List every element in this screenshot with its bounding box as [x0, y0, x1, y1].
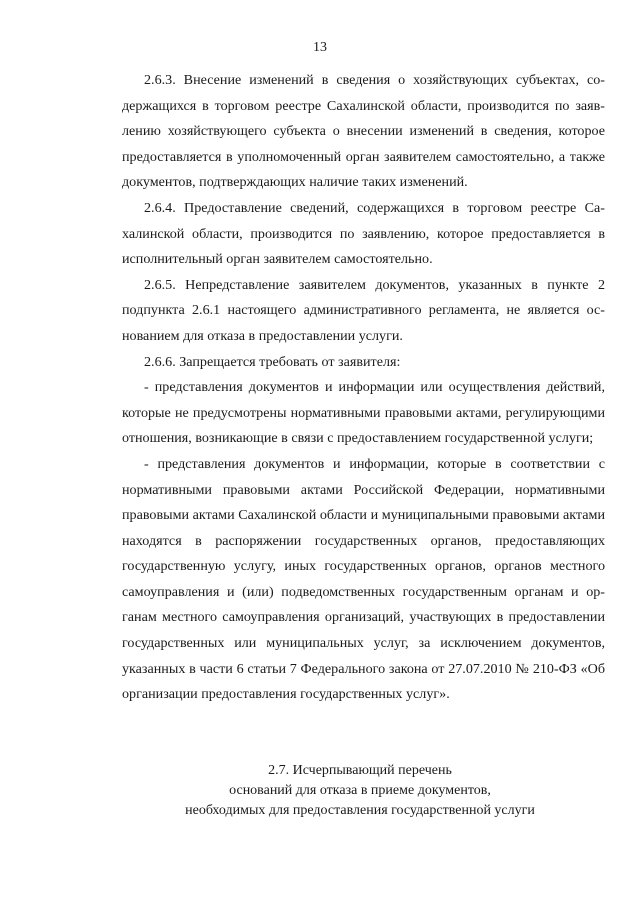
- heading-line: необходимых для предоставления государственной услуги: [185, 803, 535, 818]
- list-item-documents: - представления документов и информации, которые в соответствии с нормативными правовыми актами Российской Федерации, нормативными правовыми актами Сахалинской области и муниципальными правовыми актами находятся в распоряжении государственных органов, предоставляющих государственную услугу, иных государственных органов, органов местного самоуправления и (или) подведомственных государственным органам и органам местного самоуправления организаций, участвующих в предоставлении государственных или муниципальных услуг, за исключением документов, указанных в части 6 статьи 7 Федерального закона от 27.07.2010 № 210-ФЗ «Об организации предоставления государственных услуг».: [122, 455, 605, 703]
- list-item-actions: - представления документов и информации или осуществления действий, которые не предусмотрены нормативными правовыми актами, регулирующими отношения, возникающие в связи с предоставлением государственной услуги;: [122, 379, 605, 447]
- paragraph-2-6-3: 2.6.3. Внесение изменений в сведения о хозяйствующих субъектах, содержащихся в торговом реестре Сахалинской области, производится по заявлению хозяйствующего субъекта о внесении изменений в сведения, которое предоставляется в уполномоченный орган заявителем самостоятельно, а также документов, подтверждающих наличие таких изменений.: [122, 72, 605, 191]
- paragraph-2-6-4: 2.6.4. Предоставление сведений, содержащихся в торговом реестре Сахалинской области, производится по заявлению, которое предоставляется в исполнительный орган заявителем самостоятельно.: [122, 199, 605, 268]
- page-number: 13: [313, 40, 327, 55]
- section-heading-2-7: [150, 761, 570, 821]
- paragraph-2-6-6: 2.6.6. Запрещается требовать от заявителя:: [144, 353, 401, 370]
- heading-line: оснований для отказа в приеме документов,: [229, 783, 491, 798]
- body-text: [122, 68, 605, 708]
- paragraph-2-6-5: 2.6.5. Непредставление заявителем документов, указанных в пункте 2 подпункта 2.6.1 настоящего административного регламента, не является основанием для отказа в предоставлении услуги.: [122, 276, 605, 344]
- heading-line: 2.7. Исчерпывающий перечень: [268, 763, 452, 778]
